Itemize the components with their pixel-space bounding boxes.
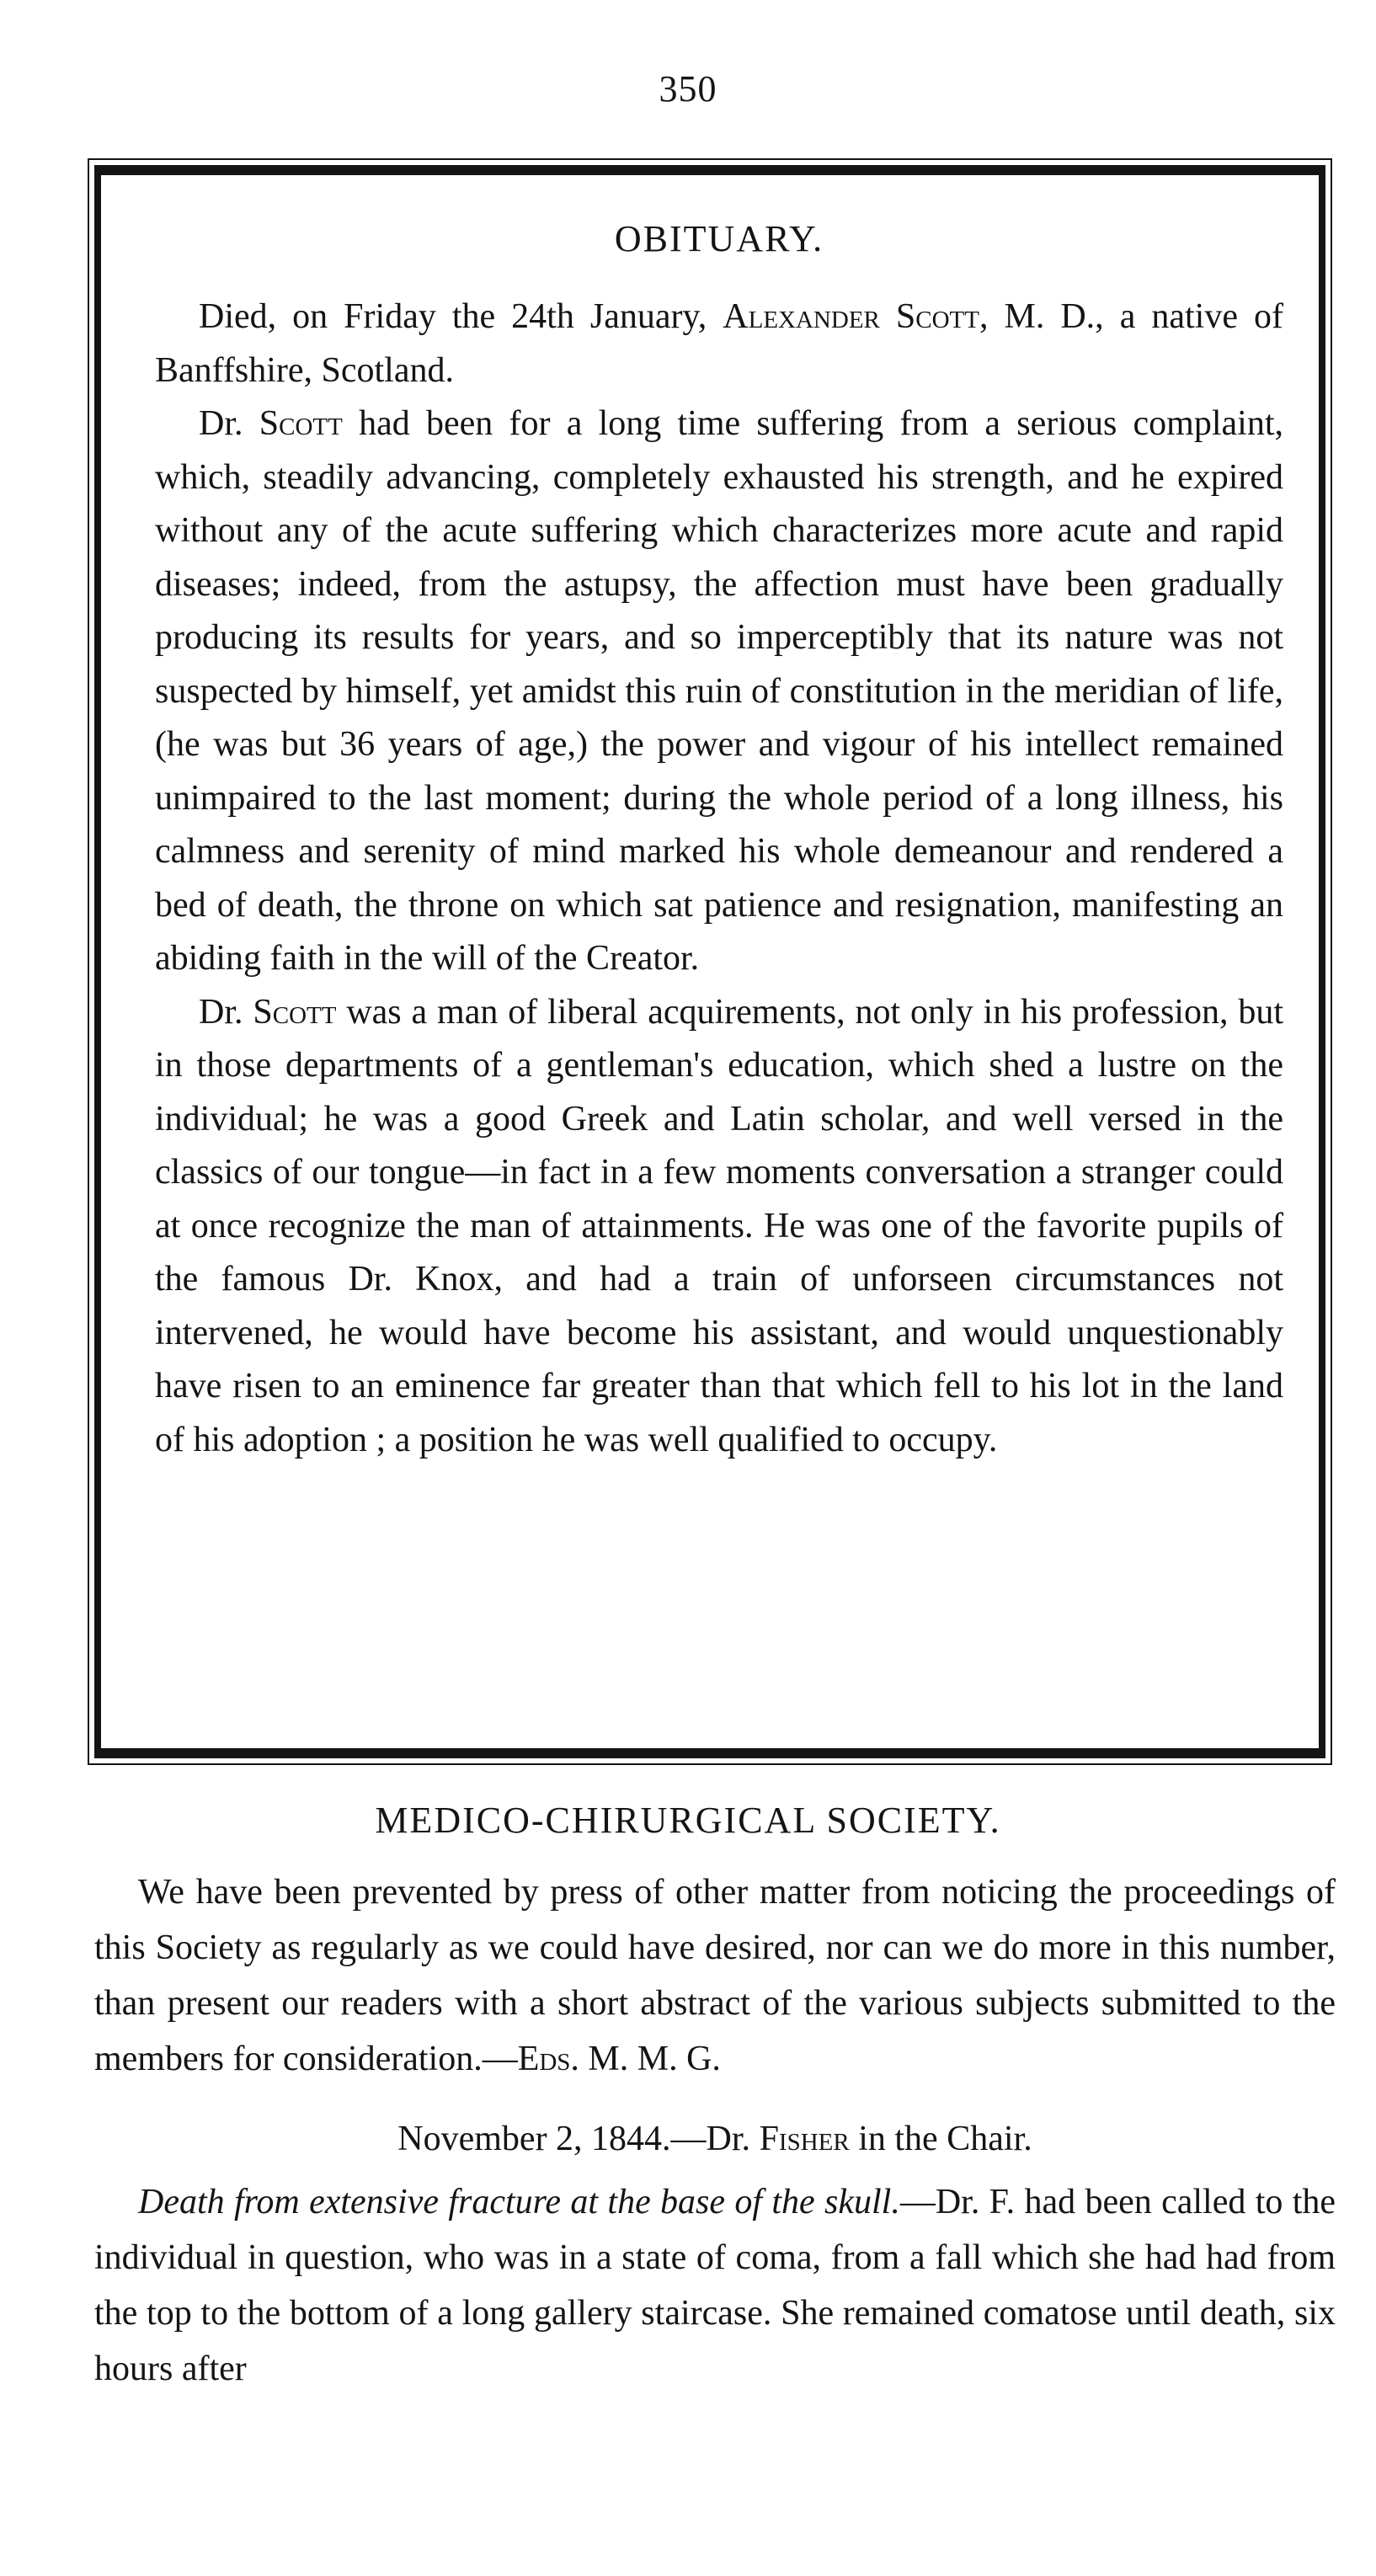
obituary-p3-name: Scott — [253, 992, 337, 1032]
society-intro-text: We have been prevented by press of other matter from noticing the proceedings of this Society as regularly as we could have desired, nor can we do more in this number, than present our readers with a short abstract of the various subjects submitted to the members for consideration.— — [94, 1873, 1336, 2078]
obituary-p2-name: Scott — [259, 404, 343, 443]
obituary-p3-body: was a man of liberal acquirements, not only in his profession, but in those departments of a gentleman's education, which shed a lustre on the individual; he was a good Greek and Latin scholar, and well versed in the classics of our tongue—in fact in a few moments conversation a stranger could at once recognize the man of attainments. He was one of the favorite pupils of the famous Dr. Knox, and had a train of unforseen circumstances not intervened, he would have become his assistant, and would unquestionably have risen to an eminence far greater than that which fell to his lot in the land of his adoption ; a position he was well qualified to occupy. — [155, 992, 1283, 1459]
obituary-box — [94, 165, 1325, 1758]
meeting-heading — [94, 2112, 1336, 2166]
society-intro-paragraph — [94, 1864, 1336, 2087]
obituary-p2-prefix: Dr. — [199, 404, 259, 443]
society-section-title: MEDICO-CHIRURGICAL SOCIETY. — [375, 1800, 1001, 1841]
meeting-chair-name: Fisher — [759, 2120, 850, 2158]
obituary-paragraph-2 — [155, 397, 1283, 986]
obituary-p2-body: had been for a long time suffering from a serious complaint, which, steadily advancing, completely exhausted his strength, and he expired without any of the acute suffering which characterizes more acute and rapid diseases; indeed, from the astupsy, the affection must have been gradually producing its results for years, and so imperceptibly that its nature was not suspected by himself, yet amidst this ruin of constitution in the meridian of life, (he was but 36 years of age,) the power and vigour of his intellect remained unimpaired to the last moment; during the whole period of a long illness, his calmness and serenity of mind marked his whole demeanour and rendered a bed of death, the throne on which sat patience and resignation, manifesting an abiding faith in the will of the Creator. — [155, 404, 1283, 978]
meeting-date-prefix: November 2, 1844.—Dr. — [397, 2120, 760, 2158]
page-number: 350 — [659, 68, 717, 109]
meeting-date-suffix: in the Chair. — [849, 2120, 1032, 2158]
society-editors-signature: Eds. M. M. G. — [517, 2040, 721, 2078]
obituary-title: OBITUARY. — [614, 218, 824, 259]
obituary-paragraph-3 — [155, 986, 1283, 1468]
obituary-paragraph-1 — [155, 291, 1283, 397]
case-report-text: —Dr. F. had been called to the individual in question, who was in a state of coma, from a fall which she had had from the top to the bottom of a long gallery staircase. She remained comatose until death, six hours after — [94, 2183, 1336, 2388]
society-section-body — [94, 1864, 1336, 2397]
obituary-p1-suffix: , M. D., a native of Banffshire, Scotland. — [155, 297, 1283, 390]
obituary-p1-prefix: Died, on Friday the 24th January, — [199, 297, 723, 336]
obituary-deceased-name: Alexander Scott — [723, 297, 979, 336]
case-report-heading: Death from extensive fracture at the base of the skull. — [138, 2183, 900, 2221]
case-report-paragraph — [94, 2174, 1336, 2397]
obituary-p3-prefix: Dr. — [199, 992, 253, 1032]
